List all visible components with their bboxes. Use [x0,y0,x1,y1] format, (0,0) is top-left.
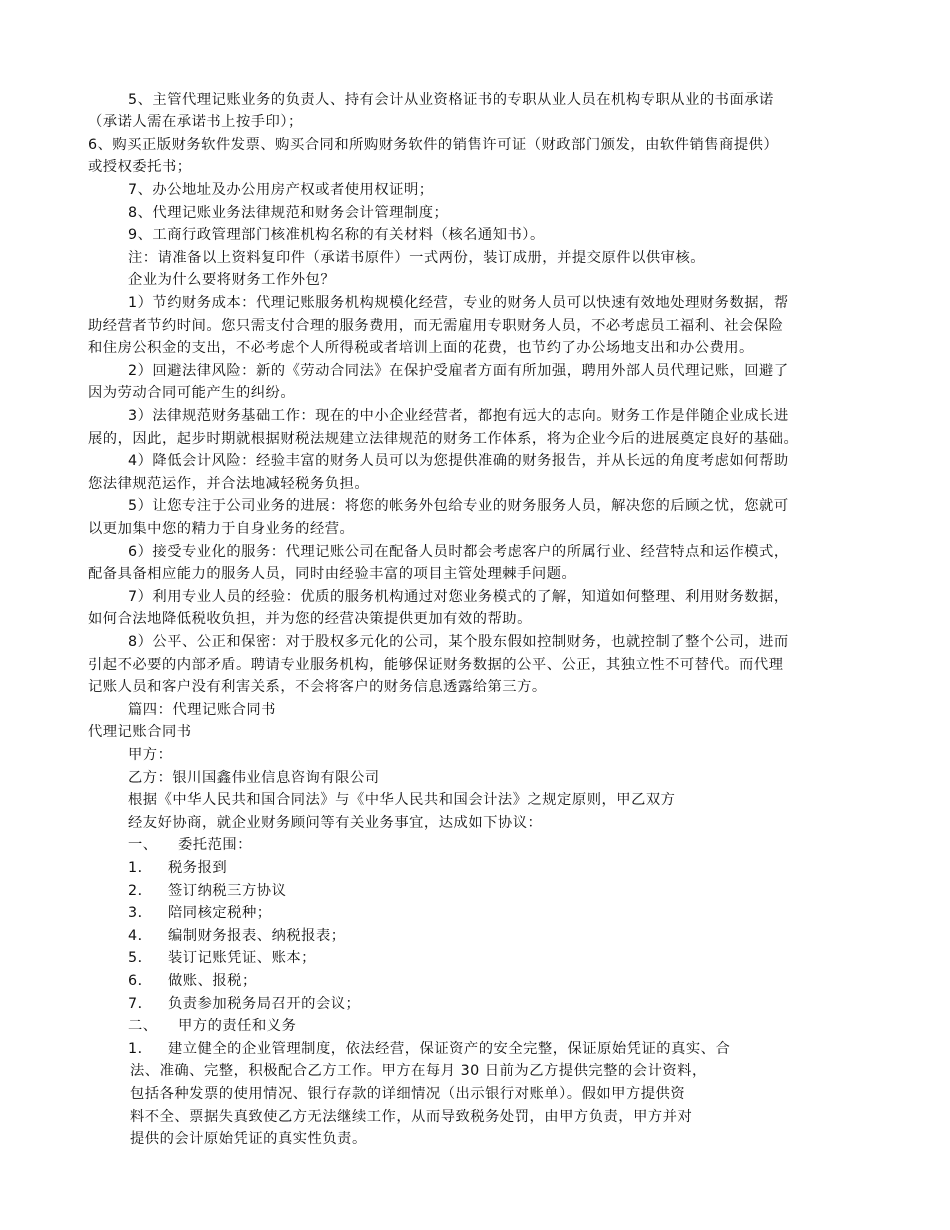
list-item-text: 签订纳税三方协议 [168,883,287,899]
chapter-heading: 篇四：代理记账合同书 [128,702,276,718]
list-item-number: 5． [128,950,153,966]
section-2-title: 甲方的责任和义务 [178,1018,297,1034]
party-b-line: 乙方：银川国鑫伟业信息咨询有限公司 [128,770,380,786]
reason-8-line1: 8）公平、公正和保密：对于股权多元化的公司，某个股东假如控制财务，也就控制了整个公司，进而 [128,634,789,650]
list-item-number: 3． [128,905,153,921]
section-2-number: 二、 [128,1018,158,1034]
section-2-item-1-cont4: 提供的会计原始凭证的真实性负责。 [130,1131,367,1147]
preamble-line1: 根据《中华人民共和国合同法》与《中华人民共和国会计法》之规定原则，甲乙双方 [128,792,676,808]
list-item [128,881,286,901]
list-item-text: 装订记账凭证、账本； [168,950,316,966]
list-item [128,903,272,923]
reason-8-line3: 记账人员和客户没有利害关系，不会将客户的财务信息透露给第三方。 [88,679,547,695]
reason-6-line1: 6）接受专业化的服务：代理记账公司在配备人员时都会考虑客户的所属行业、经营特点和运作模式， [128,544,789,560]
list-item [128,948,316,968]
reason-7-line2: 如何合法地降低税收负担，并为您的经营决策提供更加有效的帮助。 [88,611,532,627]
requirement-5-line2: （承诺人需在承诺书上按手印）； [88,114,303,130]
list-item-text: 做账、报税； [168,973,257,989]
reason-5-line2: 以更加集中您的精力于自身业务的经营。 [88,521,355,537]
reason-1-line1: 1）节约财务成本：代理记账服务机构规模化经营，专业的财务人员可以快速有效地处理财务数据，帮 [128,295,789,311]
preamble-line2: 经友好协商，就企业财务顾问等有关业务事宜，达成如下协议： [128,815,543,831]
list-item-text: 陪同核定税种； [168,905,272,921]
list-item [128,858,227,878]
list-item-number: 2． [128,883,153,899]
reason-7-line1: 7）利用专业人员的经验：优质的服务机构通过对您业务模式的了解，知道如何整理、利用财务数据， [128,589,789,605]
list-item [128,926,346,946]
list-item-number: 4． [128,928,153,944]
contract-title: 代理记账合同书 [88,724,192,740]
reason-3-line2: 展的，因此，起步时期就根据财税法规建立法律规范的财务工作体系，将为企业今后的进展奠定良好的基础。 [88,431,799,447]
list-item-number: 1． [128,860,153,876]
list-item-text: 负责参加税务局召开的会议； [168,996,361,1012]
reason-2-line2: 因为劳动合同可能产生的纠纷。 [88,385,296,401]
reason-1-line2: 助经营者节约时间。您只需支付合理的服务费用，而无需雇用专职财务人员，不必考虑员工福利、社会保险 [88,318,784,334]
section-1-heading [128,835,252,855]
reason-3-line1: 3）法律规范财务基础工作：现在的中小企业经营者，都抱有远大的志向。财务工作是伴随企业成长进 [128,408,789,424]
section-2-item-1-cont3: 料不全、票据失真致使乙方无法继续工作，从而导致税务处罚，由甲方负责，甲方并对 [130,1109,693,1125]
requirement-5-line1: 5、主管代理记账业务的负责人、持有会计从业资格证书的专职从业人员在机构专职从业的书面承诺 [128,92,774,108]
list-item-text: 税务报到 [168,860,228,876]
reason-5-line1: 5）让您专注于公司业务的进展：将您的帐务外包给专业的财务服务人员，解决您的后顾之忧，您就可 [128,498,789,514]
section-1-number: 一、 [128,837,158,853]
party-a-line: 甲方： [128,747,173,763]
list-item-number: 6． [128,973,153,989]
requirement-7: 7、办公地址及办公用房产权或者使用权证明； [128,182,434,198]
outsourcing-question: 企业为什么要将财务工作外包？ [128,272,336,288]
section-1-title: 委托范围： [178,837,252,853]
list-item-number: 7． [128,996,153,1012]
list-item [128,994,360,1014]
list-item-text: 建立健全的企业管理制度，依法经营，保证资产的安全完整，保证原始凭证的真实、合 [168,1041,731,1057]
reason-4-line1: 4）降低会计风险：经验丰富的财务人员可以为您提供准确的财务报告，并从长远的角度考虑如何帮助 [128,453,789,469]
list-item [128,971,257,991]
reason-4-line2: 您法律规范运作，并合法地减轻税务负担。 [88,476,370,492]
requirement-6-line2: 或授权委托书； [88,159,192,175]
note-line: 注：请准备以上资料复印件（承诺书原件）一式两份，装订成册，并提交原件以供审核。 [128,250,706,266]
section-2-item-1 [128,1039,730,1059]
section-2-item-1-cont1: 法、准确、完整，积极配合乙方工作。甲方在每月 30 日前为乙方提供完整的会计资料， [130,1063,707,1079]
reason-8-line2: 引起不必要的内部矛盾。聘请专业服务机构，能够保证财务数据的公平、公正，其独立性不可替代。而代理 [88,657,784,673]
section-2-item-1-cont2: 包括各种发票的使用情况、银行存款的详细情况（出示银行对账单）。假如甲方提供资 [130,1086,686,1102]
requirement-8: 8、代理记账业务法律规范和财务会计管理制度； [128,205,449,221]
reason-1-line3: 和住房公积金的支出，不必考虑个人所得税或者培训上面的花费，也节约了办公场地支出和办公费用。 [88,340,754,356]
reason-6-line2: 配备具备相应能力的服务人员，同时由经验丰富的项目主管处理棘手问题。 [88,566,577,582]
requirement-6-line1: 6、购买正版财务软件发票、购买合同和所购财务软件的销售许可证（财政部门颁发，由软件销售商提供） [88,137,779,153]
list-item-number: 1． [128,1041,153,1057]
list-item-text: 编制财务报表、纳税报表； [168,928,346,944]
reason-2-line1: 2）回避法律风险：新的《劳动合同法》在保护受雇者方面有所加强，聘用外部人员代理记账，回避了 [128,363,789,379]
requirement-9: 9、工商行政管理部门核准机构名称的有关材料（核名通知书）。 [128,227,545,243]
section-2-heading [128,1016,296,1036]
